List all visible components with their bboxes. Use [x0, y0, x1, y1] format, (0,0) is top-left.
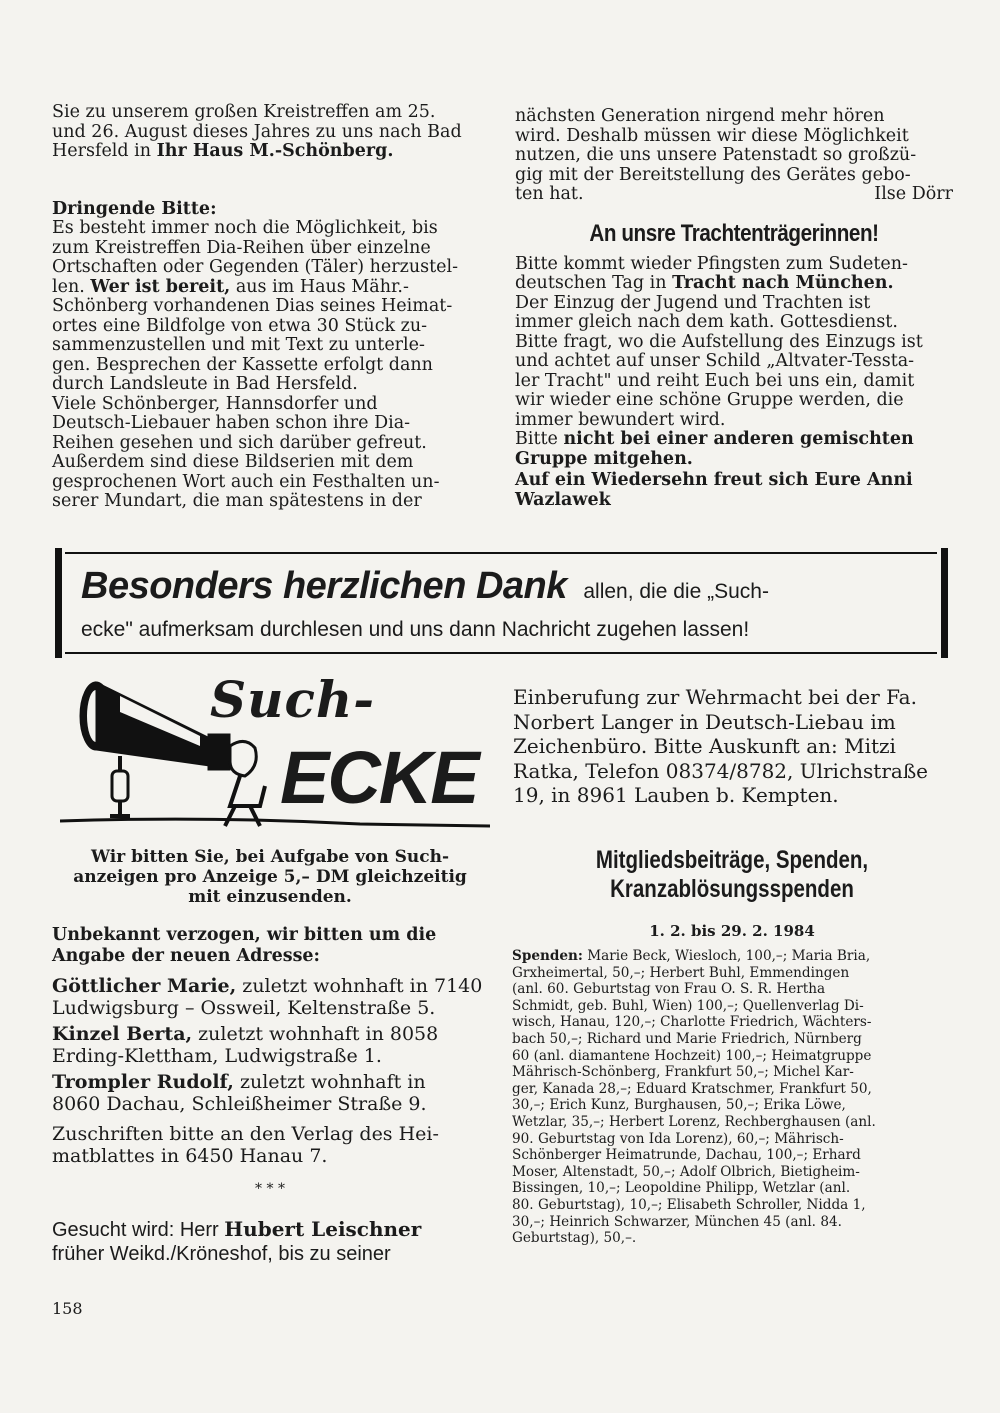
banner-right-bar [941, 548, 948, 658]
right-top-column [515, 107, 953, 510]
banner-top-rule [65, 552, 937, 554]
text-line: Norbert Langer in Deutsch-Liebau im [513, 709, 896, 734]
text-line: Sie zu unserem großen Kreistreffen am 25. [52, 102, 436, 122]
text-line: Bitte nicht bei einer anderen gemischten [515, 429, 914, 449]
text-line: Bitte fragt, wo die Aufstellung des Einzugs ist [515, 331, 923, 352]
right-bottom-column [512, 846, 952, 1247]
such-ecke-logo [60, 670, 490, 836]
donations-heading: Mitgliedsbeiträge, Spenden, Kranzablösungsspenden [595, 846, 869, 903]
text-line: Reihen gesehen und sich darüber gefreut. [52, 432, 427, 453]
text-line: zum Kreistreffen Dia-Reihen über einzelne [52, 237, 431, 258]
spenden-label: Spenden: [512, 948, 583, 964]
text-line: wir wieder eine schöne Gruppe werden, die [515, 390, 904, 410]
text-line: Ratka, Telefon 08374/8782, Ulrichstraße [513, 758, 929, 783]
left-bottom-column [52, 847, 488, 1266]
text-line: gesprochenen Wort auch ein Festhalten un- [52, 471, 440, 492]
text-line: nächsten Generation nirgend mehr hören [515, 106, 885, 126]
left-top-column [52, 103, 488, 512]
text-line: gig mit der Bereitstellung des Gerätes gebo- [515, 164, 911, 185]
person-entry: Trompler Rudolf, zuletzt wohnhaft in 8060 Dachau, Schleißheimer Straße 9. [52, 1071, 427, 1115]
text-line: Bitte kommt wieder Pfingsten zum Sudeten- [515, 253, 908, 274]
text-line: durch Landsleute in Bad Hersfeld. [52, 374, 358, 394]
text-line: len. Wer ist bereit, aus im Haus Mähr.- [52, 276, 409, 297]
person-entry: Göttlicher Marie, zuletzt wohnhaft in 7140 Ludwigsburg – Ossweil, Keltenstraße 5. [52, 975, 483, 1019]
text-line: und 26. August dieses Jahres zu uns nach Bad [52, 121, 462, 142]
banner-headline: Besonders herzlichen Dank [81, 565, 567, 607]
text-line: und achtet auf unser Schild „Altvater-Tessta- [515, 351, 915, 371]
text-line: sammenzustellen und mit Text zu unterle- [52, 335, 425, 355]
text-line: 19, in 8961 Lauben b. Kempten. [513, 783, 839, 807]
text-line: immer gleich nach dem kath. Gottesdienst. [515, 312, 898, 332]
text-line: Gruppe mitgehen. [515, 448, 693, 469]
thanks-banner [55, 548, 948, 658]
logo-ecke: ECKE [280, 736, 478, 819]
text-line: gen. Besprechen der Kassette erfolgt dann [52, 354, 433, 375]
bold-address: Ihr Haus M.-Schönberg [156, 141, 388, 161]
text-line: deutschen Tag in Tracht nach München. [515, 273, 894, 293]
text-line: Deutsch-Liebauer haben schon ihre Dia- [52, 413, 411, 433]
text-line: wird. Deshalb müssen wir diese Möglichkeit [515, 125, 909, 146]
text-line: Der Einzug der Jugend und Trachten ist [515, 292, 871, 313]
text-line: Ortschaften oder Gegenden (Täler) herzustel- [52, 257, 459, 277]
banner-bottom-rule [65, 652, 937, 654]
text-line: nutzen, die uns unsere Patenstadt so großzü- [515, 145, 917, 165]
separator-stars: * * * [255, 1181, 285, 1197]
person-entry: Kinzel Berta, zuletzt wohnhaft in 8058 Erding-Klettham, Ludwigstraße 1. [52, 1023, 439, 1067]
text-line: Wazlawek [515, 489, 611, 510]
text-line: Zeichenbüro. Bitte Auskunft an: Mitzi [513, 734, 896, 758]
banner-text-2: ecke" aufmerksam durchlesen und uns dann Nachricht zugehen lassen! [81, 618, 750, 641]
text-line: Einberufung zur Wehrmacht bei der Fa. [513, 685, 917, 709]
text-line: ten hat. Ilse Dörr [515, 184, 953, 204]
notice: Wir bitten Sie, bei Aufgabe von Such- anzeigen pro Anzeige 5,– DM gleichzeitig mit einzusenden. [73, 847, 467, 907]
unbekannt-heading: Unbekannt verzogen, wir bitten um die Angabe der neuen Adresse: [52, 925, 437, 966]
text-line: Viele Schönberger, Hannsdorfer und [52, 393, 378, 414]
tracht-heading: An unsre Trachtenträgerinnen! [589, 219, 879, 247]
text-line: Schönberg vorhandenen Dias seines Heimat- [52, 296, 453, 316]
donations-list: Spenden: Marie Beck, Wiesloch, 100,–; Maria Bria, Grxheimertal, 50,–; Herbert Buhl, Emmendingen (anl. 60. Geburtstag von Frau O. S. R. Hertha Schmidt, geb. Buhl, Wien) 100,–; Quellenverlag Di- wisch, Hanau, 120,–; Charlotte Friedrich, Wächters- bach 50,–; Richard und Marie Friedrich, Nürnberg 60 (anl. diamantene Hochzeit) 100,–; Heimatgruppe Mährisch-Schönberg, Frankfurt 50,–; Michel Kar- ger, Kanada 28,–; Eduard Kratschmer, Frankfurt 50, 30,–; Erich Kunz, Burghausen, 50,–; Erika Löwe, Wetzlar, 35,–; Herbert Lorenz, Rechberghausen (anl. 90. Geburtstag von Ida Lorenz), 60,–; Mährisch- Schönberger Heimatrunde, Dachau, 100,–; Erhard Moser, Altenstadt, 50,–; Adolf Olbrich, Bietigheim- Bissingen, 10,–; Leopoldine Philipp, Wetzlar (anl. 80. Geburtstag), 10,–; Elisabeth Schroller, Nidda 1, 30,–; Heinrich Schwarzer, München 45 (anl. 84. Geburtstag), 50,–. [512, 948, 876, 1247]
text-line: Es besteht immer noch die Möglichkeit, bis [52, 218, 438, 238]
text-line: ler Tracht" und reiht Euch bei uns ein, damit [515, 370, 915, 391]
page-number: 158 [52, 1299, 83, 1318]
logo-script: Such- [210, 670, 376, 729]
text-line: serer Mundart, die man spätestens in der [52, 491, 422, 511]
right-mid-column [513, 685, 953, 808]
signature: Ilse Dörr [874, 184, 953, 204]
text-line: ortes eine Bildfolge von etwa 30 Stück zu- [52, 315, 428, 336]
banner-text: allen, die die „Such- [583, 580, 769, 603]
text-line: Außerdem sind diese Bildserien mit dem [52, 452, 414, 472]
date-range: 1. 2. bis 29. 2. 1984 [649, 922, 815, 940]
text-line: Auf ein Wiedersehn freut sich Eure Anni [515, 470, 913, 490]
zuschriften: Zuschriften bitte an den Verlag des Hei- matblattes in 6450 Hanau 7. [52, 1123, 439, 1167]
text-line: Hersfeld in Ihr Haus M.-Schönberg. [52, 141, 394, 161]
text-line: immer bewundert wird. [515, 409, 726, 430]
bitte-heading: Dringende Bitte: [52, 198, 217, 219]
banner-left-bar [55, 548, 62, 658]
gesucht: Gesucht wird: Herr Hubert Leischner früher Weikd./Kröneshof, bis zu seiner [52, 1217, 422, 1265]
